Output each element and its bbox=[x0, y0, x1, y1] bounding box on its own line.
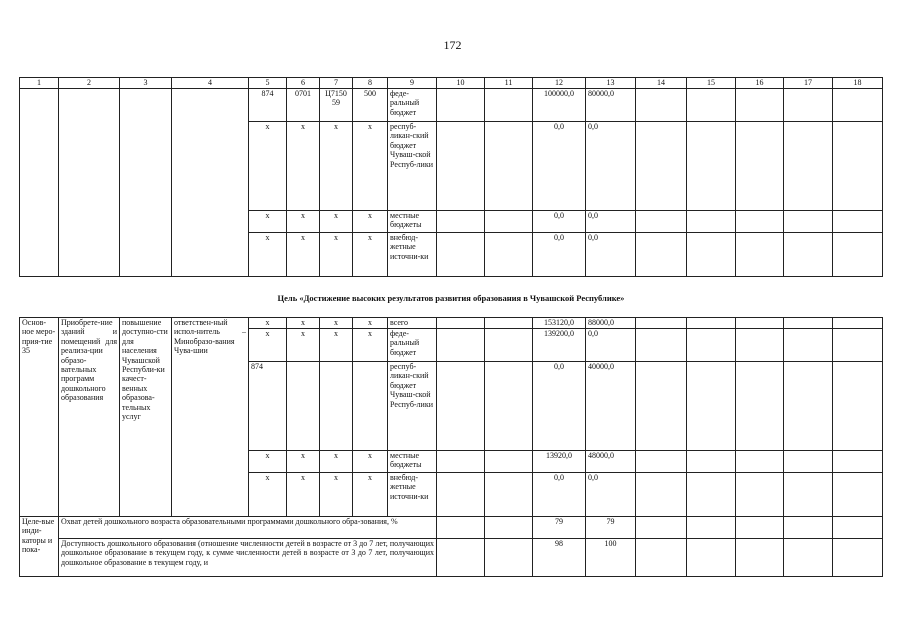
cell-value-12: 0,0 bbox=[533, 122, 586, 211]
col-num: 15 bbox=[687, 78, 736, 89]
cell-source: респуб-ликан-ский бюджет Чуваш-ской Респуб-лики bbox=[388, 362, 437, 451]
cell-vr: x bbox=[353, 329, 388, 362]
cell-source: внебюд-жетные источни-ки bbox=[388, 233, 437, 277]
table-row bbox=[20, 517, 883, 539]
col-num: 5 bbox=[249, 78, 287, 89]
cell-source: местные бюджеты bbox=[388, 211, 437, 233]
cell-csr: x bbox=[320, 329, 353, 362]
measure-executor: ответствен-ный испол-нитель – Минобразо-вания Чува-шии bbox=[172, 318, 249, 517]
empty-cell bbox=[172, 89, 249, 277]
cell-rz: x bbox=[287, 233, 320, 277]
cell-csr: Ц7150 59 bbox=[320, 89, 353, 122]
col-num: 7 bbox=[320, 78, 353, 89]
cell-vr: x bbox=[353, 318, 388, 329]
cell-value-13: 0,0 bbox=[586, 329, 636, 362]
col-num: 3 bbox=[120, 78, 172, 89]
col-num: 1 bbox=[20, 78, 59, 89]
cell-value-13: 48000,0 bbox=[586, 451, 636, 473]
cell-vr: x bbox=[353, 122, 388, 211]
cell-rz: x bbox=[287, 451, 320, 473]
cell-gr: x bbox=[249, 318, 287, 329]
page-number: 172 bbox=[443, 38, 462, 52]
col-num: 2 bbox=[59, 78, 120, 89]
cell-csr: x bbox=[320, 211, 353, 233]
cell-rz: x bbox=[287, 318, 320, 329]
table-row bbox=[20, 318, 883, 329]
measure-result: повышение доступно-сти для населения Чувашской Республи-ки качест-венных образова-тельных услуг bbox=[120, 318, 172, 517]
indicator-text: Доступность дошкольного образования (отношение численности детей в возрасте от 3 до 7 лет, получающих дошкольное образование в текущем году, к сумме численности детей в возрасте от 3 до 7 лет, получающих дошкольное образование в текущем году, и bbox=[59, 539, 437, 577]
cell-value-13: 0,0 bbox=[586, 473, 636, 517]
cell-value-12: 139200,0 bbox=[533, 329, 586, 362]
cell-value-13: 0,0 bbox=[586, 211, 636, 233]
cell-value-13: 40000,0 bbox=[586, 362, 636, 451]
cell-gr: 874 bbox=[249, 89, 287, 122]
indicator-text: Охват детей дошкольного возраста образовательными программами дошкольного обра-зования, % bbox=[59, 517, 437, 539]
program-table bbox=[19, 77, 883, 577]
cell-csr: x bbox=[320, 122, 353, 211]
col-num: 8 bbox=[353, 78, 388, 89]
cell-value-12: 79 bbox=[533, 517, 586, 539]
cell-value-13: 88000,0 bbox=[586, 318, 636, 329]
cell-source: всего bbox=[388, 318, 437, 329]
cell-gr: x bbox=[249, 211, 287, 233]
cell-rz: 0701 bbox=[287, 89, 320, 122]
cell-gr: x bbox=[249, 233, 287, 277]
col-num: 6 bbox=[287, 78, 320, 89]
measure-label: Основ-ное меро-прия-тие 35 bbox=[20, 318, 59, 517]
col-num: 18 bbox=[833, 78, 883, 89]
cell-gr: x bbox=[249, 329, 287, 362]
cell-rz: x bbox=[287, 122, 320, 211]
cell-gr: 874 bbox=[249, 362, 287, 451]
cell-gr: x bbox=[249, 122, 287, 211]
cell-value-13: 79 bbox=[586, 517, 636, 539]
cell-vr: x bbox=[353, 473, 388, 517]
cell-value-12: 100000,0 bbox=[533, 89, 586, 122]
empty-cell bbox=[59, 89, 120, 277]
cell-value-12: 0,0 bbox=[533, 362, 586, 451]
cell-vr: x bbox=[353, 451, 388, 473]
cell-value-12: 153120,0 bbox=[533, 318, 586, 329]
col-num: 11 bbox=[485, 78, 533, 89]
col-num: 10 bbox=[437, 78, 485, 89]
cell-vr bbox=[353, 362, 388, 451]
cell-source: местные бюджеты bbox=[388, 451, 437, 473]
cell-vr: 500 bbox=[353, 89, 388, 122]
cell-value-13: 0,0 bbox=[586, 233, 636, 277]
cell-vr: x bbox=[353, 211, 388, 233]
cell-value-12: 0,0 bbox=[533, 233, 586, 277]
cell-source: респуб-ликан-ский бюджет Чуваш-ской Респуб-лики bbox=[388, 122, 437, 211]
cell-source: внебюд-жетные источни-ки bbox=[388, 473, 437, 517]
cell-gr: x bbox=[249, 473, 287, 517]
cell-value-12: 0,0 bbox=[533, 211, 586, 233]
cell-vr: x bbox=[353, 233, 388, 277]
indicators-label: Целе-вые инди-каторы и пока- bbox=[20, 517, 59, 577]
cell-source: феде-ральный бюджет bbox=[388, 329, 437, 362]
col-num: 17 bbox=[784, 78, 833, 89]
cell-source: феде-ральный бюджет bbox=[388, 89, 437, 122]
cell-value-12: 98 bbox=[533, 539, 586, 577]
table-row bbox=[20, 89, 883, 122]
empty-cell bbox=[20, 89, 59, 277]
table-row bbox=[20, 539, 883, 577]
cell-csr: x bbox=[320, 451, 353, 473]
cell-value-12: 13920,0 bbox=[533, 451, 586, 473]
column-number-header bbox=[20, 78, 883, 89]
cell-csr: x bbox=[320, 233, 353, 277]
col-num: 9 bbox=[388, 78, 437, 89]
measure-name: Приобрете-ние зданий и помещений для реализа-ции образо-вательных программ дошкольного образования bbox=[59, 318, 120, 517]
cell-value-12: 0,0 bbox=[533, 473, 586, 517]
cell-rz bbox=[287, 362, 320, 451]
cell-rz: x bbox=[287, 473, 320, 517]
col-num: 14 bbox=[636, 78, 687, 89]
cell-rz: x bbox=[287, 211, 320, 233]
col-num: 13 bbox=[586, 78, 636, 89]
cell-csr: x bbox=[320, 473, 353, 517]
col-num: 16 bbox=[736, 78, 784, 89]
goal-heading-row bbox=[20, 277, 883, 318]
cell-value-13: 80000,0 bbox=[586, 89, 636, 122]
col-num: 12 bbox=[533, 78, 586, 89]
goal-title: Цель «Достижение высоких результатов развития образования в Чувашской Республике» bbox=[20, 277, 883, 318]
cell-value-13: 0,0 bbox=[586, 122, 636, 211]
cell-value-13: 100 bbox=[586, 539, 636, 577]
cell-csr bbox=[320, 362, 353, 451]
cell-gr: x bbox=[249, 451, 287, 473]
col-num: 4 bbox=[172, 78, 249, 89]
cell-rz: x bbox=[287, 329, 320, 362]
empty-cell bbox=[120, 89, 172, 277]
cell-csr: x bbox=[320, 318, 353, 329]
